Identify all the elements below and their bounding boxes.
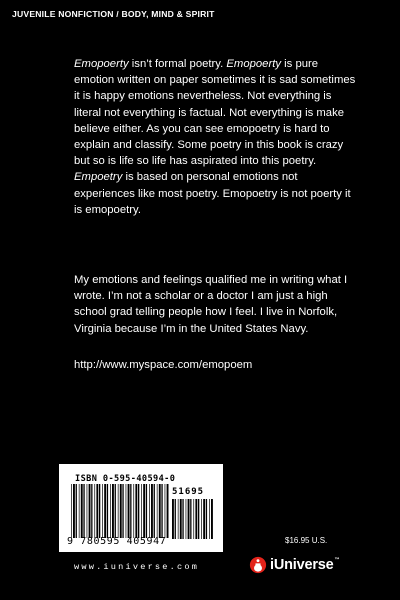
barcode-bar: [198, 499, 199, 539]
iuniverse-logo-icon: [249, 556, 267, 574]
barcode-bar: [190, 499, 191, 539]
barcode-bar: [128, 484, 130, 538]
barcode-bar: [172, 499, 174, 539]
barcode-bar: [175, 499, 176, 539]
isbn-barcode: [71, 484, 169, 538]
barcode-bar: [149, 484, 150, 538]
description-sentence-2: is pure emotion written on paper sometimes it is sad sometimes it is happy emotions nevertheless. Not everything is literal not everything is factual. Not everything is make believe either. As you can see emopoetry is hard to explain and classify. Some poetry in this book is crazy but so is life so life has aspirated into this poetry.: [74, 58, 356, 168]
barcode-bar: [133, 484, 134, 538]
barcode-bar: [87, 484, 88, 538]
barcode-bar: [112, 484, 114, 538]
barcode-bar: [195, 499, 197, 539]
barcode-bar: [193, 499, 194, 539]
description-sentence-1: isn’t formal poetry.: [128, 58, 227, 70]
barcode-bar: [165, 484, 166, 538]
barcode-bar: [76, 484, 77, 538]
publisher-name: [270, 557, 339, 573]
barcode-bar: [188, 499, 190, 539]
barcode-bar: [203, 499, 205, 539]
barcode-bar: [154, 484, 155, 538]
author-url: http://www.myspace.com/emopoem: [74, 359, 253, 371]
emopoerty-term-repeat: Emopoerty: [226, 58, 282, 70]
barcode-bar: [104, 484, 106, 538]
empoetry-term: Empoetry: [74, 171, 123, 184]
barcode-bar: [115, 484, 116, 538]
emopoerty-term: Emopoerty: [74, 58, 129, 70]
barcode-bar: [182, 499, 183, 539]
barcode-bar: [206, 499, 207, 539]
barcode-bar: [107, 484, 108, 538]
barcode-bar: [79, 484, 80, 538]
barcode-bar: [180, 499, 182, 539]
publisher-logo: [249, 556, 339, 574]
barcode-bar: [159, 484, 161, 538]
barcode-bar: [201, 499, 202, 539]
barcode-bar: [209, 499, 210, 539]
barcode-bar: [110, 484, 111, 538]
barcode-bar: [135, 484, 137, 538]
barcode-bar: [71, 484, 72, 538]
barcode-bar: [89, 484, 91, 538]
barcode-bar: [81, 484, 83, 538]
barcode-bar: [143, 484, 145, 538]
barcode-bar: [186, 499, 187, 539]
price-label: $16.95 U.S.: [285, 536, 328, 545]
barcode-bar: [126, 484, 127, 538]
description-paragraph: [74, 56, 358, 218]
barcode-bar: [122, 484, 123, 538]
barcode-box: [59, 464, 223, 552]
barcode-bar: [130, 484, 131, 538]
barcode-bar: [99, 484, 100, 538]
price-barcode: [172, 499, 214, 539]
author-bio-paragraph: My emotions and feelings qualified me in writing what I wrote. I’m not a scholar or a doctor I am just a high school grad telling people how I feel. I live in Norfolk, Virginia because I’m in the United States Navy.: [74, 274, 348, 335]
barcode-bar: [91, 484, 92, 538]
publisher-name-text: iUniverse: [270, 557, 334, 573]
barcode-bar: [96, 484, 98, 538]
barcode-bar: [102, 484, 103, 538]
barcode-bar: [178, 499, 179, 539]
isbn-text: ISBN 0-595-40594-0: [75, 474, 176, 484]
barcode-bar: [141, 484, 142, 538]
barcode-bar: [146, 484, 147, 538]
publisher-website: www.iuniverse.com: [74, 562, 200, 572]
barcode-bar: [120, 484, 122, 538]
barcode-bar: [94, 484, 95, 538]
barcode-bar: [157, 484, 158, 538]
barcode-bar: [167, 484, 169, 538]
barcode-bar: [118, 484, 119, 538]
description-sentence-3: is based on personal emotions not experiences like most poetry. Emopoetry is not poerty it is emopoetry.: [74, 171, 351, 216]
category-label: JUVENILE NONFICTION / BODY, MIND & SPIRIT: [12, 9, 215, 19]
barcode-bar: [151, 484, 153, 538]
barcode-bar: [161, 484, 162, 538]
barcode-bar: [211, 499, 213, 539]
barcode-bar: [83, 484, 84, 538]
trademark-mark: ™: [334, 557, 340, 563]
ean-text: 9 780595 405947: [67, 536, 167, 547]
price-code-text: 51695: [172, 487, 205, 497]
barcode-bar: [73, 484, 75, 538]
barcode-bar: [138, 484, 139, 538]
